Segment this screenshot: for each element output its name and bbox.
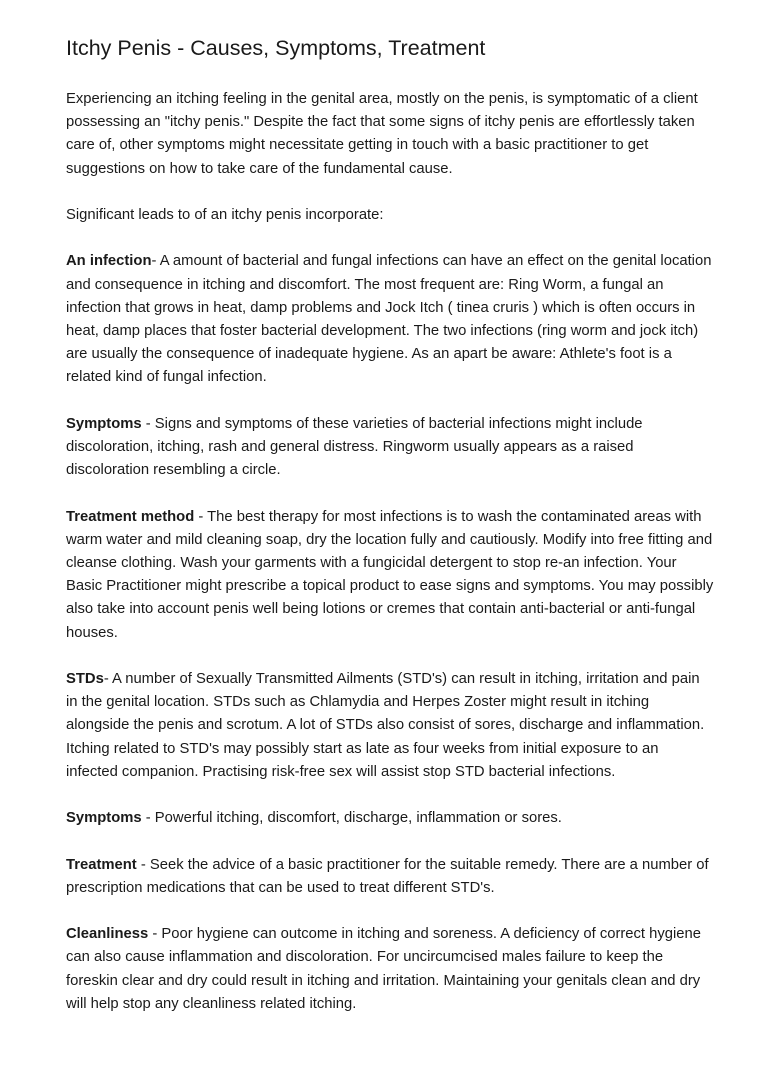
section-text: - Seek the advice of a basic practitioner for the suitable remedy. There are a number of prescription medications that can be used to treat different STD's. bbox=[66, 856, 709, 896]
document-page bbox=[66, 34, 714, 1039]
section-heading: Symptoms bbox=[66, 810, 142, 827]
section-text: - Powerful itching, discomfort, discharge, inflammation or sores. bbox=[141, 810, 562, 827]
section-heading: Symptoms bbox=[66, 415, 142, 432]
section-heading: Cleanliness bbox=[66, 926, 149, 943]
section-infection-treatment bbox=[66, 506, 714, 645]
section-stds bbox=[66, 668, 714, 784]
leads-paragraph: Significant leads to of an itchy penis incorporate: bbox=[66, 207, 384, 223]
page-title: Itchy Penis - Causes, Symptoms, Treatment bbox=[66, 36, 486, 60]
section-text: - Signs and symptoms of these varieties of bacterial infections might include discoloration, itching, rash and general distress. Ringworm usually appears as a raised discoloration resembling a circle. bbox=[66, 415, 643, 479]
intro-paragraph: Experiencing an itching feeling in the genital area, mostly on the penis, is symptomatic of a client possessing an "itchy penis." Despite the fact that some signs of itchy penis are effortlessly taken care of, other symptoms might necessitate getting in touch with a basic practitioner to get suggestions on how to take care of the fundamental cause. bbox=[66, 91, 698, 177]
section-heading: STDs bbox=[66, 671, 104, 687]
section-std-treatment bbox=[66, 854, 714, 900]
section-text: - A number of Sexually Transmitted Ailments (STD's) can result in itching, irritation and pain in the genital location. STDs such as Chlamydia and Herpes Zoster might result in itching alongside the penis and scrotum. A lot of STDs also consist of sores, discharge and inflammation. Itching related to STD's may possibly start as late as four weeks from initial exposure to an infected companion. Practising risk-free sex will assist stop STD bacterial infections. bbox=[66, 671, 705, 780]
section-std-symptoms bbox=[66, 807, 714, 830]
section-heading: Treatment method bbox=[66, 508, 195, 525]
section-heading: Treatment bbox=[66, 856, 137, 873]
section-infection bbox=[66, 250, 714, 389]
section-heading: An infection bbox=[66, 253, 152, 270]
section-text: - A amount of bacterial and fungal infections can have an effect on the genital location and consequence in itching and discomfort. The most frequent are: Ring Worm, a fungal an infection that grows in heat, damp problems and Jock Itch ( tinea cruris ) which is often occurs in heat, damp places that foster bacterial development. The two infections (ring worm and jock itch) are usually the consequence of inadequate hygiene. As an apart be aware: Athlete's foot is a related kind of fungal infection. bbox=[66, 253, 712, 386]
section-text: - The best therapy for most infections is to wash the contaminated areas with warm water and mild cleaning soap, dry the location fully and cautiously. Modify into free fitting and cleanse clothing. Wash your garments with a fungicidal detergent to stop re-an infection. Your Basic Practitioner might prescribe a topical product to ease signs and symptoms. You may possibly also take into account penis well being lotions or cremes that contain anti-bacterial or anti-fungal houses. bbox=[66, 508, 714, 641]
section-cleanliness bbox=[66, 923, 714, 1016]
section-text: - Poor hygiene can outcome in itching and soreness. A deficiency of correct hygiene can also cause inflammation and discoloration. For uncircumcised males failure to keep the foreskin clear and dry could result in itching and irritation. Maintaining your genitals clean and dry will help stop any cleanliness related itching. bbox=[66, 926, 701, 1012]
section-infection-symptoms bbox=[66, 413, 714, 483]
